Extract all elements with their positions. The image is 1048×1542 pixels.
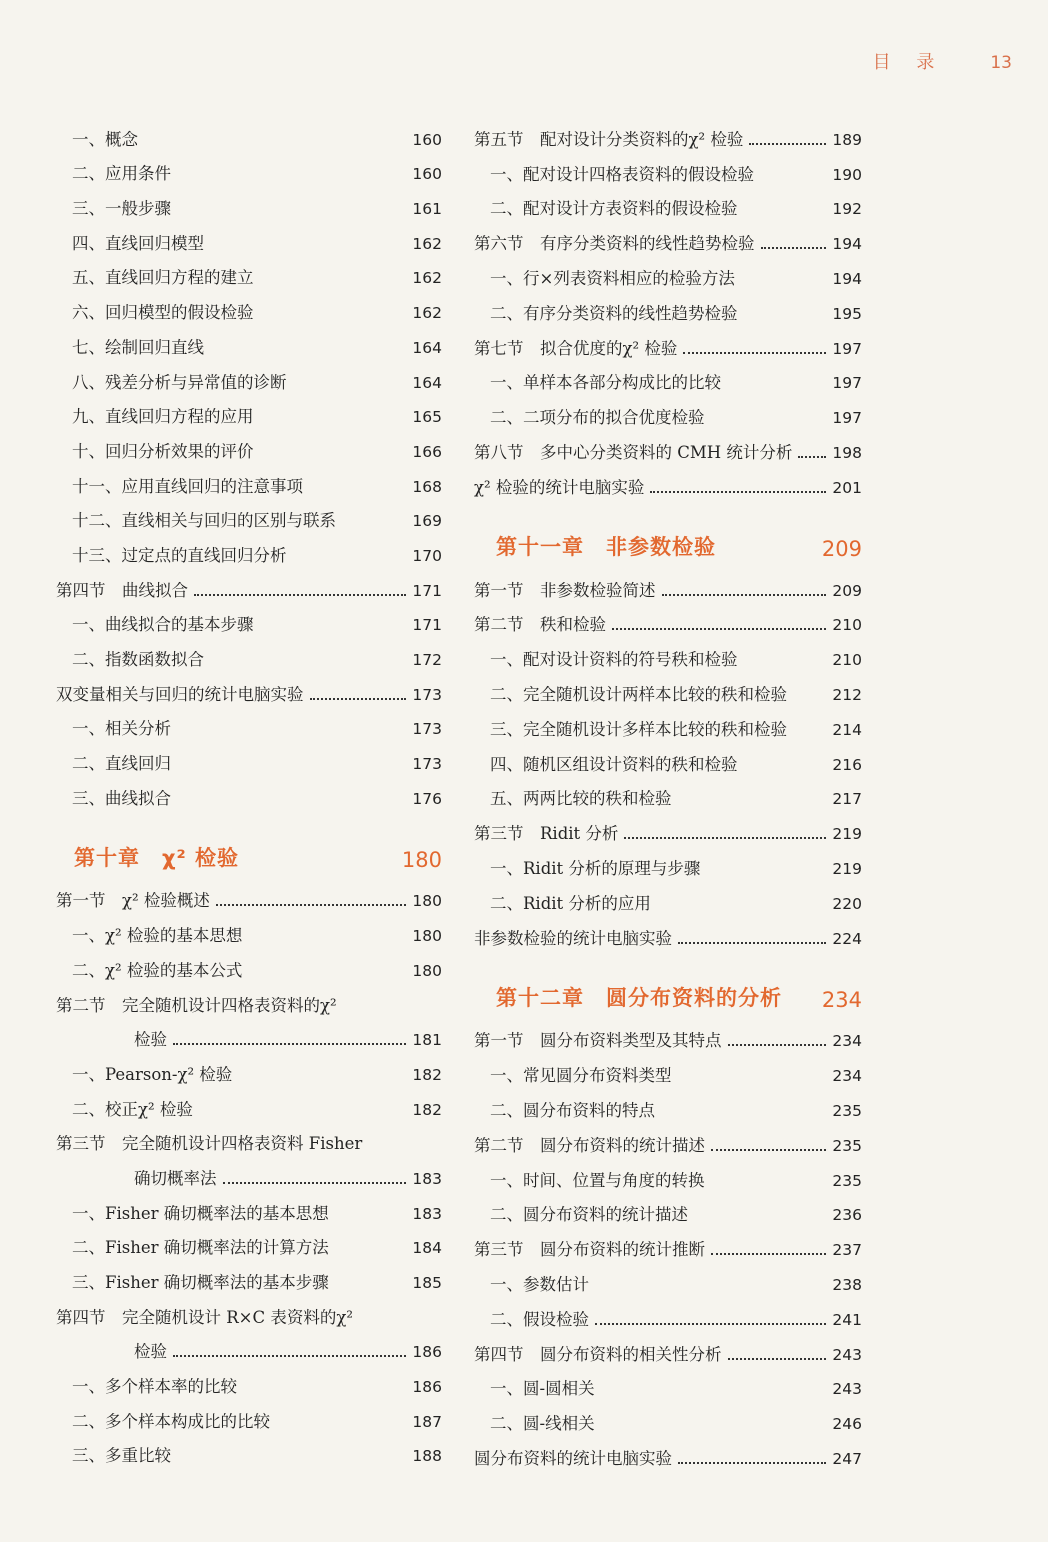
toc-entry[interactable] bbox=[474, 706, 862, 741]
toc-entry[interactable] bbox=[474, 810, 862, 845]
dot-leader bbox=[194, 594, 406, 596]
dot-leader bbox=[761, 247, 827, 249]
toc-entry-page: 186 bbox=[412, 1343, 442, 1362]
toc-entry-page: 238 bbox=[832, 1275, 862, 1294]
toc-entry-label: 六、回归模型的假设检验 bbox=[72, 303, 254, 323]
toc-entry[interactable] bbox=[56, 1398, 442, 1433]
dot-leader bbox=[711, 1253, 826, 1255]
toc-entry[interactable] bbox=[474, 741, 862, 776]
toc-entry[interactable] bbox=[56, 1190, 442, 1225]
toc-entry-page: 183 bbox=[412, 1169, 442, 1188]
toc-entry[interactable] bbox=[474, 255, 862, 290]
toc-entry-label: 一、单样本各部分构成比的比较 bbox=[490, 373, 721, 393]
toc-entry[interactable] bbox=[56, 289, 442, 324]
toc-entry-label: 第二节 秩和检验 bbox=[474, 615, 606, 635]
toc-entry[interactable] bbox=[56, 1363, 442, 1398]
toc-entry-page: 173 bbox=[412, 685, 442, 704]
toc-entry[interactable] bbox=[474, 1052, 862, 1087]
toc-entry[interactable] bbox=[474, 394, 862, 429]
toc-entry[interactable] bbox=[56, 359, 442, 394]
toc-entry-label: 一、多个样本率的比较 bbox=[72, 1377, 237, 1397]
toc-entry-page: 217 bbox=[832, 790, 862, 809]
toc-entry-label: 二、指数函数拟合 bbox=[72, 650, 204, 669]
toc-entry-page: 176 bbox=[412, 789, 442, 808]
toc-entry-page: 197 bbox=[832, 409, 862, 428]
toc-entry-label: 一、相关分析 bbox=[72, 719, 171, 739]
toc-entry-label: 四、直线回归模型 bbox=[72, 233, 204, 253]
toc-entry-page: 161 bbox=[412, 200, 442, 219]
toc-entry[interactable] bbox=[474, 290, 862, 325]
dot-leader bbox=[223, 1182, 407, 1184]
toc-entry[interactable] bbox=[56, 116, 442, 151]
toc-entry[interactable] bbox=[56, 463, 442, 498]
chapter-heading-10[interactable] bbox=[56, 810, 442, 872]
toc-entry[interactable] bbox=[56, 185, 442, 220]
toc-entry-label: 五、直线回归方程的建立 bbox=[72, 268, 254, 288]
dot-leader bbox=[310, 698, 407, 700]
toc-entry-page: 180 bbox=[412, 961, 442, 980]
toc-entry-page: 234 bbox=[832, 1067, 862, 1086]
chapter-heading-12[interactable] bbox=[474, 950, 862, 1012]
dot-leader bbox=[798, 456, 826, 458]
toc-entry[interactable] bbox=[56, 1155, 442, 1190]
toc-entry-page: 192 bbox=[832, 200, 862, 219]
toc-entry-label: 第二节 完全随机设计四格表资料的χ² bbox=[56, 995, 337, 1015]
toc-entry-label: 双变量相关与回归的统计电脑实验 bbox=[56, 684, 304, 704]
toc-entry[interactable] bbox=[56, 394, 442, 429]
toc-entry-page: 236 bbox=[832, 1206, 862, 1225]
toc-entry[interactable] bbox=[474, 602, 862, 637]
toc-entry[interactable] bbox=[56, 775, 442, 810]
chapter-page: 180 bbox=[401, 847, 442, 872]
toc-entry[interactable] bbox=[56, 912, 442, 947]
toc-entry-label: 三、一般步骤 bbox=[72, 199, 171, 219]
toc-entry-label: 二、圆-线相关 bbox=[490, 1414, 595, 1434]
toc-entry-label: 二、应用条件 bbox=[72, 164, 171, 184]
toc-entry-label: 二、圆分布资料的统计描述 bbox=[490, 1205, 688, 1225]
toc-entry[interactable] bbox=[56, 428, 442, 463]
toc-entry[interactable] bbox=[474, 880, 862, 915]
toc-entry-label: 第四节 曲线拟合 bbox=[56, 580, 188, 600]
toc-entry[interactable] bbox=[56, 151, 442, 186]
toc-entry-label: 一、参数估计 bbox=[490, 1274, 589, 1294]
toc-entry-page: 235 bbox=[832, 1171, 862, 1190]
toc-entry[interactable] bbox=[56, 1017, 442, 1052]
toc-entry-label: 一、Fisher 确切概率法的基本思想 bbox=[72, 1203, 329, 1223]
toc-entry[interactable] bbox=[56, 671, 442, 706]
toc-entry-label: 二、配对设计方表资料的假设检验 bbox=[490, 199, 738, 219]
toc-entry-page: 247 bbox=[832, 1449, 862, 1468]
toc-entry[interactable] bbox=[56, 1433, 442, 1468]
toc-entry-label: 一、时间、位置与角度的转换 bbox=[490, 1170, 705, 1190]
toc-entry-label: 二、完全随机设计两样本比较的秩和检验 bbox=[490, 684, 787, 704]
toc-entry-label: 第七节 拟合优度的χ² 检验 bbox=[474, 338, 678, 358]
toc-group bbox=[474, 1018, 862, 1470]
toc-group bbox=[474, 116, 862, 499]
toc-entry[interactable] bbox=[56, 602, 442, 637]
toc-entry-page: 219 bbox=[832, 859, 862, 878]
toc-entry-label: 二、Fisher 确切概率法的计算方法 bbox=[72, 1238, 329, 1258]
page-header bbox=[873, 48, 1012, 74]
toc-entry-label: 三、完全随机设计多样本比较的秩和检验 bbox=[490, 719, 787, 739]
chapter-title: 第十一章 非参数检验 bbox=[496, 534, 716, 559]
toc-entry-label: 二、χ² 检验的基本公式 bbox=[72, 960, 243, 980]
toc-entry-page: 160 bbox=[412, 130, 442, 149]
toc-entry-page: 173 bbox=[412, 755, 442, 774]
toc-entry-page: 243 bbox=[832, 1345, 862, 1364]
chapter-title: 第十章 χ² 检验 bbox=[74, 845, 240, 870]
toc-entry-page: 237 bbox=[832, 1241, 862, 1260]
toc-entry-label: 一、配对设计资料的符号秩和检验 bbox=[490, 650, 738, 670]
toc-entry-page: 246 bbox=[832, 1415, 862, 1434]
toc-entry[interactable] bbox=[474, 636, 862, 671]
toc-entry[interactable] bbox=[474, 325, 862, 360]
toc-entry-label: 二、多个样本构成比的比较 bbox=[72, 1411, 270, 1431]
toc-entry-page: 194 bbox=[832, 235, 862, 254]
chapter-heading-11[interactable] bbox=[474, 499, 862, 561]
toc-entry-label: 九、直线回归方程的应用 bbox=[72, 407, 254, 427]
toc-entry-page: 197 bbox=[832, 339, 862, 358]
toc-group bbox=[474, 567, 862, 950]
toc-entry-page: 165 bbox=[412, 408, 442, 427]
toc-entry-page: 173 bbox=[412, 720, 442, 739]
toc-entry-label: 非参数检验的统计电脑实验 bbox=[474, 928, 672, 948]
toc-entry-page: 209 bbox=[832, 581, 862, 600]
toc-entry-label: 第一节 非参数检验简述 bbox=[474, 580, 656, 600]
toc-entry-label: 第四节 完全随机设计 R×C 表资料的χ² bbox=[56, 1307, 353, 1327]
dot-leader bbox=[650, 491, 826, 493]
toc-entry-page: 188 bbox=[412, 1447, 442, 1466]
toc-entry[interactable] bbox=[56, 1225, 442, 1260]
toc-entry-label: 确切概率法 bbox=[134, 1168, 217, 1188]
toc-entry-page: 198 bbox=[832, 443, 862, 462]
toc-entry-page: 160 bbox=[412, 165, 442, 184]
toc-entry-label: 圆分布资料的统计电脑实验 bbox=[474, 1448, 672, 1468]
toc-entry[interactable] bbox=[474, 567, 862, 602]
toc-entry-page: 162 bbox=[412, 234, 442, 253]
toc-entry[interactable] bbox=[474, 1366, 862, 1401]
toc-entry[interactable] bbox=[474, 1296, 862, 1331]
toc-entry[interactable] bbox=[474, 1400, 862, 1435]
toc-entry[interactable] bbox=[474, 776, 862, 811]
toc-entry[interactable] bbox=[474, 429, 862, 464]
toc-entry-label: 七、绘制回归直线 bbox=[72, 337, 204, 357]
toc-entry-label: 第三节 圆分布资料的统计推断 bbox=[474, 1240, 705, 1260]
toc-entry-label: 二、Ridit 分析的应用 bbox=[490, 893, 651, 913]
toc-entry-page: 183 bbox=[412, 1204, 442, 1223]
toc-entry-page: 234 bbox=[832, 1032, 862, 1051]
toc-entry-label: 一、Pearson-χ² 检验 bbox=[72, 1064, 233, 1084]
toc-entry-page: 170 bbox=[412, 546, 442, 565]
toc-entry-page: 216 bbox=[832, 755, 862, 774]
dot-leader bbox=[662, 594, 827, 596]
toc-entry[interactable] bbox=[474, 915, 862, 950]
toc-entry[interactable] bbox=[474, 360, 862, 395]
toc-entry-page: 168 bbox=[412, 477, 442, 496]
toc-entry[interactable] bbox=[56, 1329, 442, 1364]
toc-entry-label: 检验 bbox=[134, 1030, 167, 1050]
toc-entry-page: 235 bbox=[832, 1101, 862, 1120]
toc-entry[interactable] bbox=[474, 1331, 862, 1366]
toc-entry-label: 一、Ridit 分析的原理与步骤 bbox=[490, 858, 701, 878]
toc-entry-page: 166 bbox=[412, 442, 442, 461]
toc-group bbox=[56, 878, 442, 1468]
toc-entry-label: 第四节 圆分布资料的相关性分析 bbox=[474, 1344, 722, 1364]
toc-entry-label: 八、残差分析与异常值的诊断 bbox=[72, 372, 287, 392]
dot-leader bbox=[612, 628, 826, 630]
toc-entry-page: 164 bbox=[412, 373, 442, 392]
toc-entry-page: 201 bbox=[832, 478, 862, 497]
toc-entry[interactable] bbox=[56, 982, 442, 1017]
dot-leader bbox=[728, 1358, 827, 1360]
toc-entry[interactable] bbox=[474, 1192, 862, 1227]
toc-entry-page: 190 bbox=[832, 165, 862, 184]
page-header-title: 目 录 bbox=[872, 52, 945, 73]
toc-left-column bbox=[56, 116, 442, 1467]
toc-entry-label: 二、二项分布的拟合优度检验 bbox=[490, 408, 705, 428]
toc-entry[interactable] bbox=[474, 1018, 862, 1053]
toc-entry[interactable] bbox=[474, 151, 862, 186]
toc-entry-label: 检验 bbox=[134, 1342, 167, 1362]
toc-entry-label: 十二、直线相关与回归的区别与联系 bbox=[72, 511, 336, 531]
toc-entry-page: 241 bbox=[832, 1310, 862, 1329]
toc-entry[interactable] bbox=[56, 1051, 442, 1086]
toc-entry-label: 十三、过定点的直线回归分析 bbox=[72, 545, 287, 565]
toc-entry-page: 185 bbox=[412, 1274, 442, 1292]
toc-entry[interactable] bbox=[474, 1261, 862, 1296]
toc-entry-page: 171 bbox=[412, 581, 442, 600]
toc-entry[interactable] bbox=[56, 220, 442, 255]
toc-entry-label: 十、回归分析效果的评价 bbox=[72, 441, 254, 461]
toc-entry-page: 212 bbox=[832, 685, 862, 704]
toc-entry[interactable] bbox=[474, 464, 862, 499]
dot-leader bbox=[711, 1149, 826, 1151]
toc-entry-label: 第六节 有序分类资料的线性趋势检验 bbox=[474, 234, 755, 254]
dot-leader bbox=[173, 1355, 406, 1357]
toc-entry-page: 243 bbox=[832, 1380, 862, 1399]
toc-entry-page: 194 bbox=[832, 269, 862, 288]
toc-entry-page: 210 bbox=[832, 651, 862, 670]
chapter-page: 209 bbox=[821, 536, 862, 561]
toc-entry[interactable] bbox=[56, 255, 442, 290]
toc-entry-page: 180 bbox=[412, 927, 442, 946]
toc-entry[interactable] bbox=[474, 1226, 862, 1261]
chapter-page: 234 bbox=[821, 987, 862, 1012]
toc-entry-label: 第一节 圆分布资料类型及其特点 bbox=[474, 1031, 722, 1051]
toc-entry[interactable] bbox=[56, 878, 442, 913]
toc-entry[interactable] bbox=[56, 498, 442, 533]
toc-entry-page: 214 bbox=[832, 720, 862, 739]
chapter-title: 第十二章 圆分布资料的分析 bbox=[496, 985, 782, 1010]
toc-entry[interactable] bbox=[474, 671, 862, 706]
toc-entry-page: 219 bbox=[832, 825, 862, 844]
dot-leader bbox=[624, 837, 826, 839]
toc-entry[interactable] bbox=[474, 186, 862, 221]
toc-entry-label: 第三节 完全随机设计四格表资料 Fisher bbox=[56, 1134, 363, 1154]
dot-leader bbox=[173, 1043, 406, 1045]
dot-leader bbox=[678, 942, 826, 944]
toc-entry-label: 二、圆分布资料的特点 bbox=[490, 1100, 655, 1120]
toc-entry-label: 一、曲线拟合的基本步骤 bbox=[72, 615, 254, 635]
toc-entry-label: 四、随机区组设计资料的秩和检验 bbox=[490, 754, 738, 774]
toc-entry[interactable] bbox=[474, 220, 862, 255]
toc-entry-label: 十一、应用直线回归的注意事项 bbox=[72, 476, 303, 496]
toc-entry-label: 三、多重比较 bbox=[72, 1446, 171, 1466]
toc-entry-page: 197 bbox=[832, 374, 862, 393]
toc-entry-page: 162 bbox=[412, 269, 442, 288]
toc-entry[interactable] bbox=[474, 1157, 862, 1192]
toc-entry-page: 186 bbox=[412, 1378, 442, 1397]
toc-entry[interactable] bbox=[474, 1087, 862, 1122]
toc-entry-label: 一、配对设计四格表资料的假设检验 bbox=[490, 164, 754, 184]
toc-entry-label: 第一节 χ² 检验概述 bbox=[56, 891, 210, 911]
toc-entry-page: 224 bbox=[832, 929, 862, 948]
toc-entry-label: χ² 检验的统计电脑实验 bbox=[474, 477, 645, 497]
toc-entry[interactable] bbox=[474, 845, 862, 880]
toc-entry-page: 181 bbox=[412, 1031, 442, 1050]
toc-entry[interactable] bbox=[474, 116, 862, 151]
toc-entry-page: 195 bbox=[832, 304, 862, 323]
toc-entry-label: 五、两两比较的秩和检验 bbox=[490, 789, 672, 809]
toc-entry-page: 182 bbox=[412, 1065, 442, 1084]
toc-entry-page: 172 bbox=[412, 651, 442, 669]
toc-entry[interactable] bbox=[56, 1294, 442, 1329]
toc-entry-page: 164 bbox=[412, 338, 442, 357]
toc-entry-label: 二、直线回归 bbox=[72, 754, 171, 774]
toc-entry-label: 第三节 Ridit 分析 bbox=[474, 824, 619, 844]
toc-entry-label: 二、有序分类资料的线性趋势检验 bbox=[490, 303, 738, 323]
toc-entry-page: 187 bbox=[412, 1412, 442, 1431]
toc-entry-label: 二、校正χ² 检验 bbox=[72, 1099, 193, 1119]
toc-entry-page: 180 bbox=[412, 892, 442, 911]
toc-entry-label: 第二节 圆分布资料的统计描述 bbox=[474, 1135, 705, 1155]
toc-entry-page: 171 bbox=[412, 616, 442, 635]
toc-entry[interactable] bbox=[56, 532, 442, 567]
toc-entry[interactable] bbox=[474, 1435, 862, 1470]
toc-group bbox=[56, 116, 442, 810]
toc-entry[interactable] bbox=[56, 636, 442, 671]
toc-entry[interactable] bbox=[474, 1122, 862, 1157]
toc-entry[interactable] bbox=[56, 567, 442, 602]
dot-leader bbox=[683, 352, 826, 354]
toc-entry[interactable] bbox=[56, 947, 442, 982]
toc-entry-label: 一、常见圆分布资料类型 bbox=[490, 1066, 672, 1086]
toc-entry[interactable] bbox=[56, 740, 442, 775]
toc-entry[interactable] bbox=[56, 1259, 442, 1294]
toc-entry[interactable] bbox=[56, 706, 442, 741]
page-number: 13 bbox=[990, 53, 1012, 73]
toc-entry-label: 一、圆-圆相关 bbox=[490, 1379, 595, 1399]
toc-entry-page: 235 bbox=[832, 1136, 862, 1155]
dot-leader bbox=[728, 1044, 827, 1046]
toc-entry-page: 220 bbox=[832, 894, 862, 913]
toc-entry-page: 162 bbox=[412, 304, 442, 323]
toc-entry-page: 169 bbox=[412, 512, 442, 531]
toc-entry-label: 二、假设检验 bbox=[490, 1309, 589, 1329]
toc-entry-label: 第八节 多中心分类资料的 CMH 统计分析 bbox=[474, 442, 793, 462]
toc-entry[interactable] bbox=[56, 1086, 442, 1121]
dot-leader bbox=[749, 143, 826, 145]
dot-leader bbox=[595, 1323, 826, 1325]
toc-entry-label: 一、行×列表资料相应的检验方法 bbox=[490, 268, 735, 288]
toc-right-column bbox=[474, 116, 862, 1470]
toc-entry-label: 第五节 配对设计分类资料的χ² 检验 bbox=[474, 129, 744, 149]
toc-entry-page: 184 bbox=[412, 1239, 442, 1258]
toc-entry-label: 一、χ² 检验的基本思想 bbox=[72, 926, 243, 946]
dot-leader bbox=[216, 904, 407, 906]
toc-entry-label: 三、曲线拟合 bbox=[72, 788, 171, 808]
toc-entry-label: 一、概念 bbox=[72, 129, 138, 149]
toc-entry-page: 189 bbox=[832, 130, 862, 149]
dot-leader bbox=[678, 1462, 826, 1464]
toc-entry-label: 三、Fisher 确切概率法的基本步骤 bbox=[72, 1273, 329, 1292]
toc-entry-page: 210 bbox=[832, 616, 862, 635]
toc-entry-page: 182 bbox=[412, 1100, 442, 1119]
toc-entry[interactable] bbox=[56, 324, 442, 359]
toc-entry[interactable] bbox=[56, 1121, 442, 1156]
